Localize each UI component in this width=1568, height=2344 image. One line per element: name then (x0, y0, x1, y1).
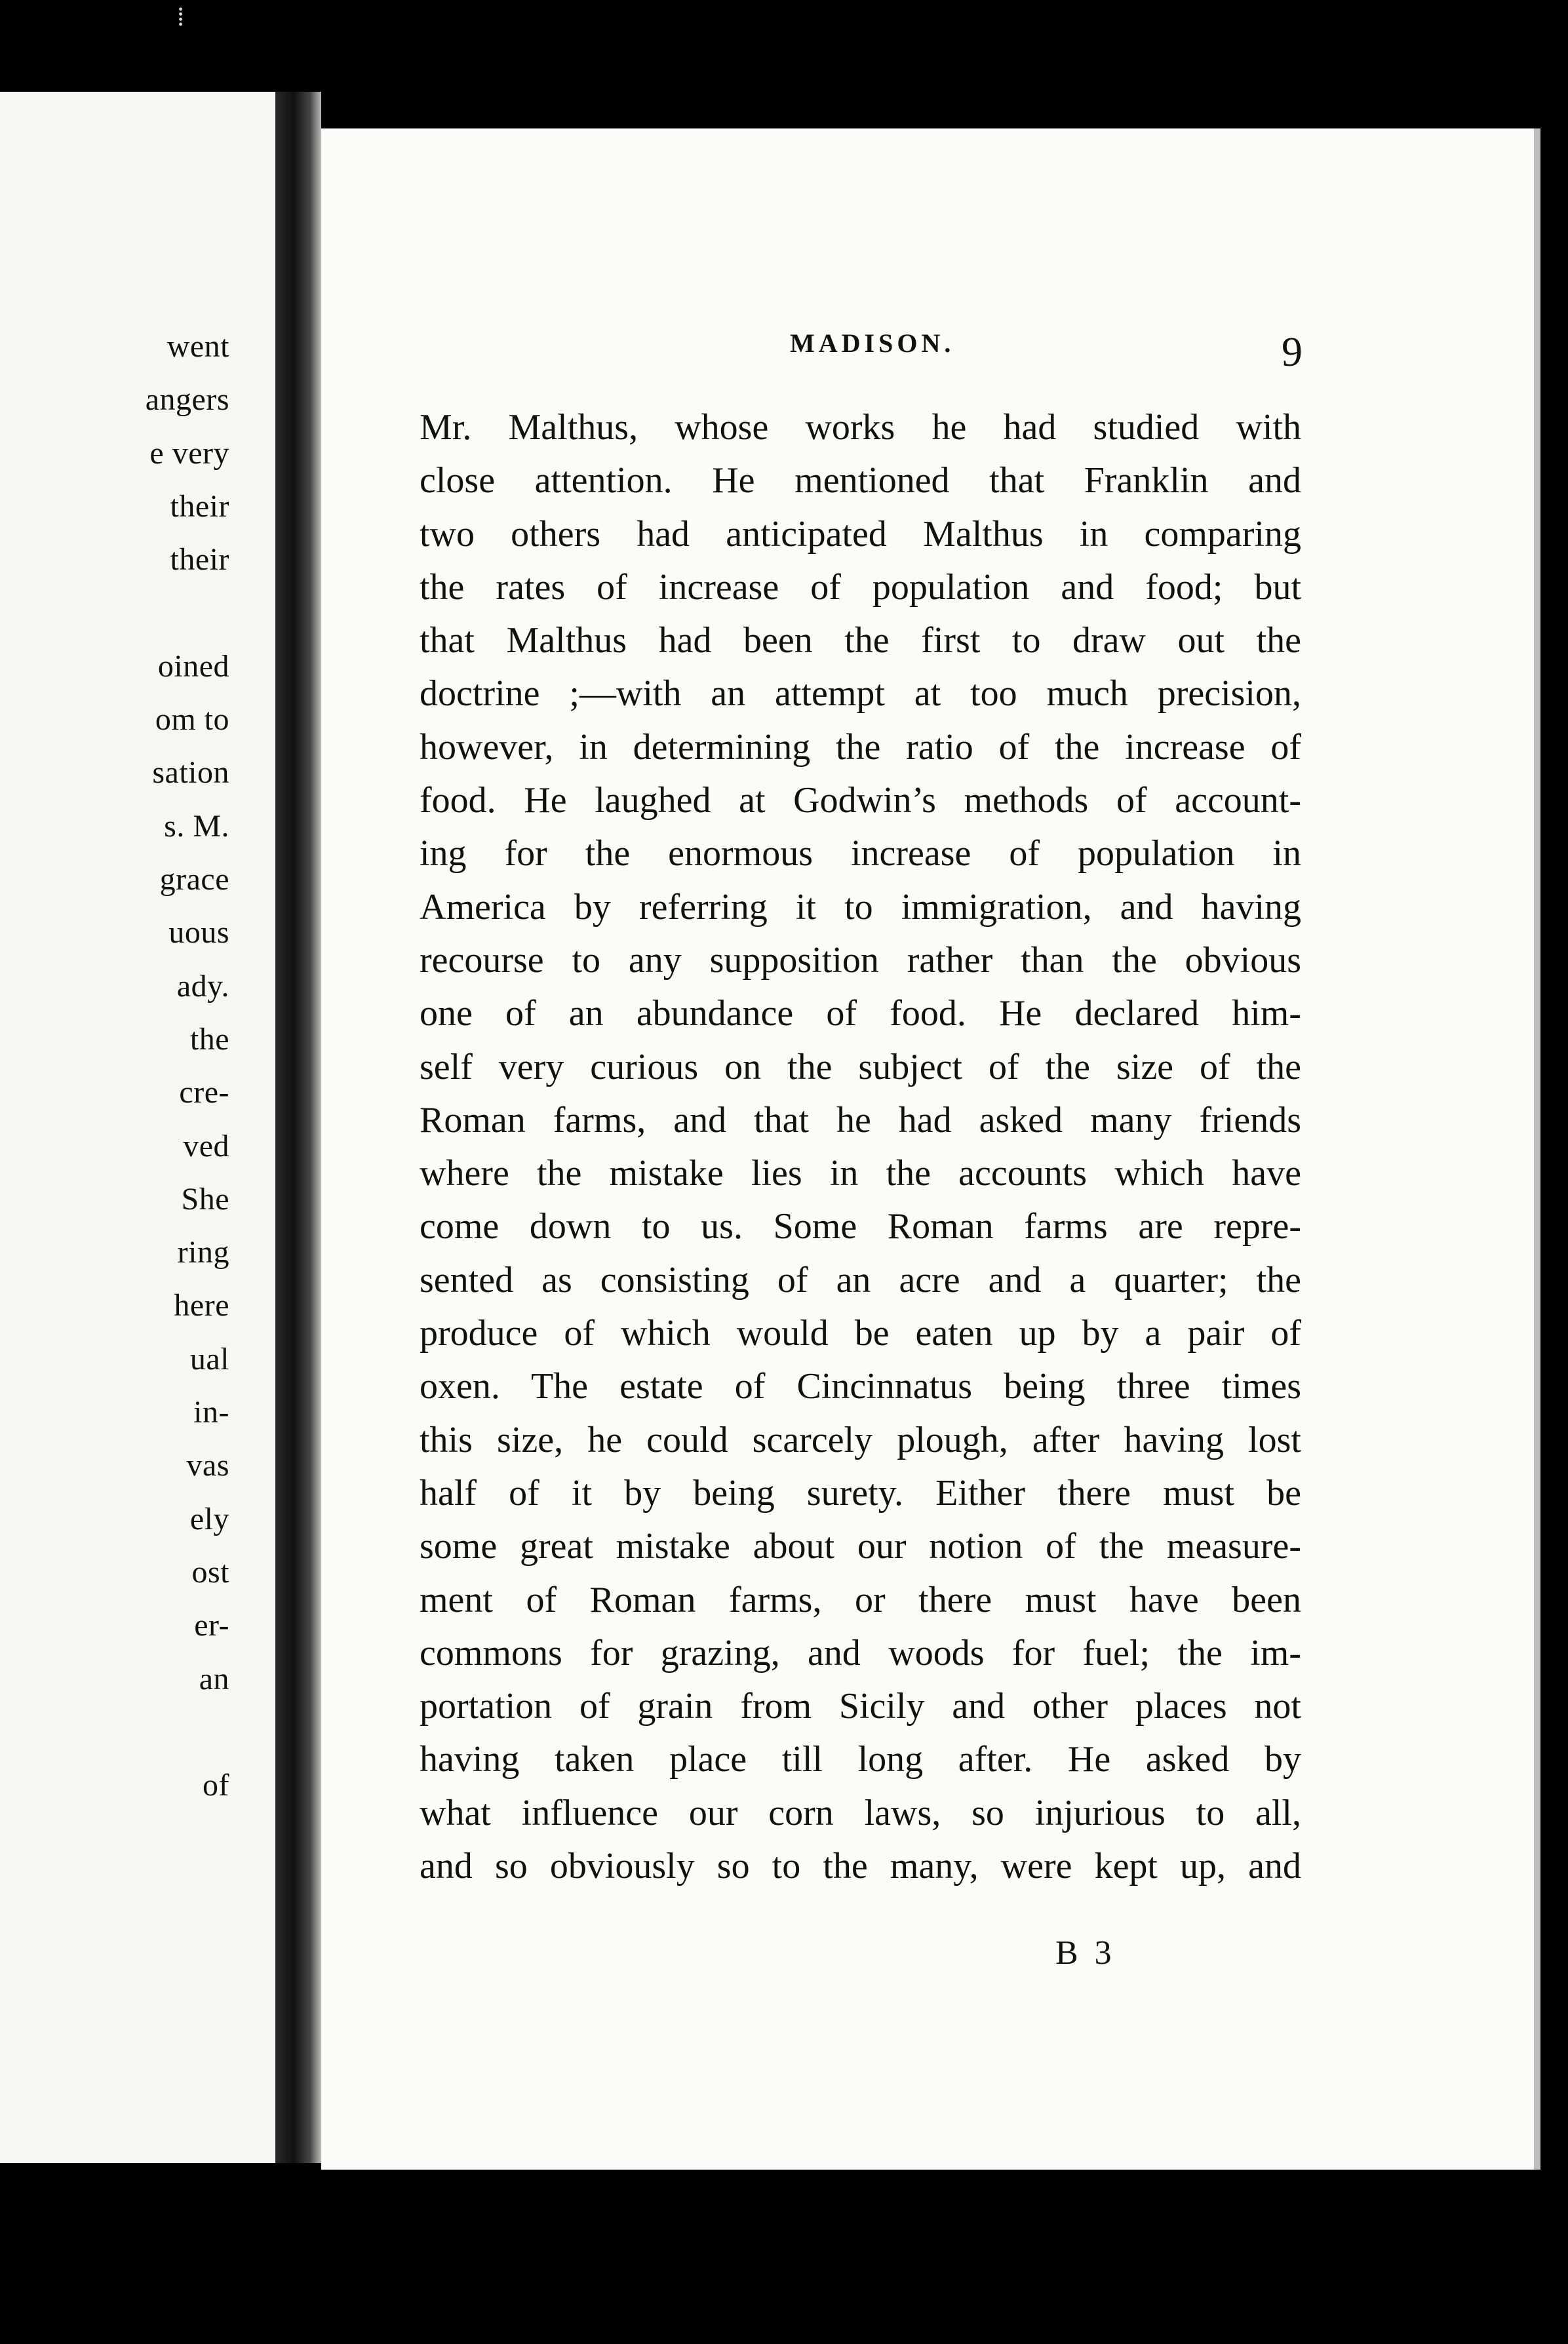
text-line: and so obviously so to the many, were kept up, and (420, 1846, 1301, 1887)
text-line: what influence our corn laws, so injurious to all, (420, 1792, 1301, 1833)
text-line: produce of which would be eaten up by a pair of (420, 1313, 1301, 1354)
page-edge (1534, 128, 1540, 2170)
book-gutter (275, 92, 321, 2163)
text-line: ing for the enormous increase of population in (420, 833, 1301, 874)
text-line: having taken place till long after. He asked by (420, 1739, 1301, 1780)
text-line: this size, he could scarcely plough, after having lost (420, 1419, 1301, 1460)
text-line: half of it by being surety. Either there must be (420, 1472, 1301, 1514)
text-line: doctrine ;—with an attempt at too much precision, (420, 673, 1301, 714)
left-page-line-fragment: ring (177, 1235, 229, 1270)
text-line: close attention. He mentioned that Franklin and (420, 460, 1301, 501)
text-line: America by referring it to immigration, and having (420, 886, 1301, 928)
text-line: recourse to any supposition rather than the obvious (420, 939, 1301, 981)
left-page-line-fragment: ual (189, 1341, 229, 1377)
running-head: MADISON. (790, 328, 955, 358)
left-page-line-fragment: in- (193, 1395, 229, 1430)
left-page-line-fragment: the (189, 1021, 229, 1057)
left-page-line-fragment: an (199, 1661, 229, 1696)
signature-mark: B 3 (1055, 1934, 1116, 1972)
body-text (420, 401, 1301, 1893)
text-line: two others had anticipated Malthus in comparing (420, 513, 1301, 555)
left-page-line-fragment: She (181, 1181, 229, 1217)
left-page-line-fragment: e very (149, 435, 229, 471)
text-line: portation of grain from Sicily and other places not (420, 1686, 1301, 1727)
text-line: commons for grazing, and woods for fuel; the im- (420, 1632, 1301, 1673)
text-line: sented as consisting of an acre and a quarter; the (420, 1259, 1301, 1300)
left-page-line-fragment: uous (168, 915, 229, 950)
text-line: Roman farms, and that he had asked many friends (420, 1099, 1301, 1141)
left-page-line-fragment: ady. (176, 968, 229, 1004)
left-page-fragment (0, 92, 275, 2163)
left-page-line-fragment: grace (159, 862, 229, 897)
text-line: some great mistake about our notion of the measure- (420, 1526, 1301, 1567)
left-page-line-fragment: ely (189, 1501, 229, 1536)
text-line: come down to us. Some Roman farms are repre- (420, 1206, 1301, 1247)
text-line: self very curious on the subject of the size of the (420, 1046, 1301, 1087)
text-line: however, in determining the ratio of the increase of (420, 726, 1301, 768)
left-page-line-fragment: ost (191, 1554, 229, 1590)
left-page-line-fragment: sation (152, 755, 229, 791)
left-page-line-fragment: their (170, 542, 229, 577)
text-line: that Malthus had been the first to draw out the (420, 620, 1301, 661)
left-page-line-fragment: om to (155, 702, 229, 737)
scan-artifact-mark: ⁞ (177, 2, 185, 31)
left-page-line-fragment: er- (194, 1608, 229, 1643)
left-page-line-fragment: here (174, 1288, 229, 1323)
left-page-line-fragment: went (167, 329, 229, 364)
left-page-line-fragment: ved (183, 1128, 229, 1163)
left-page-line-fragment: cre- (179, 1075, 229, 1110)
page-number: 9 (1282, 328, 1303, 375)
text-line: food. He laughed at Godwin’s methods of account- (420, 780, 1301, 821)
left-page-line-fragment: vas (186, 1448, 229, 1483)
text-line: ment of Roman farms, or there must have been (420, 1579, 1301, 1620)
left-page-line-fragment: their (170, 488, 229, 524)
text-line: one of an abundance of food. He declared him- (420, 993, 1301, 1034)
text-line: the rates of increase of population and food; but (420, 566, 1301, 608)
left-page-line-fragment: angers (145, 382, 229, 418)
text-line: Mr. Malthus, whose works he had studied with (420, 407, 1301, 448)
text-line: where the mistake lies in the accounts which have (420, 1153, 1301, 1194)
left-page-line-fragment: oined (157, 648, 229, 684)
text-line: oxen. The estate of Cincinnatus being three times (420, 1366, 1301, 1407)
left-page-line-fragment: s. M. (164, 808, 229, 844)
left-page-line-fragment: of (203, 1768, 229, 1803)
